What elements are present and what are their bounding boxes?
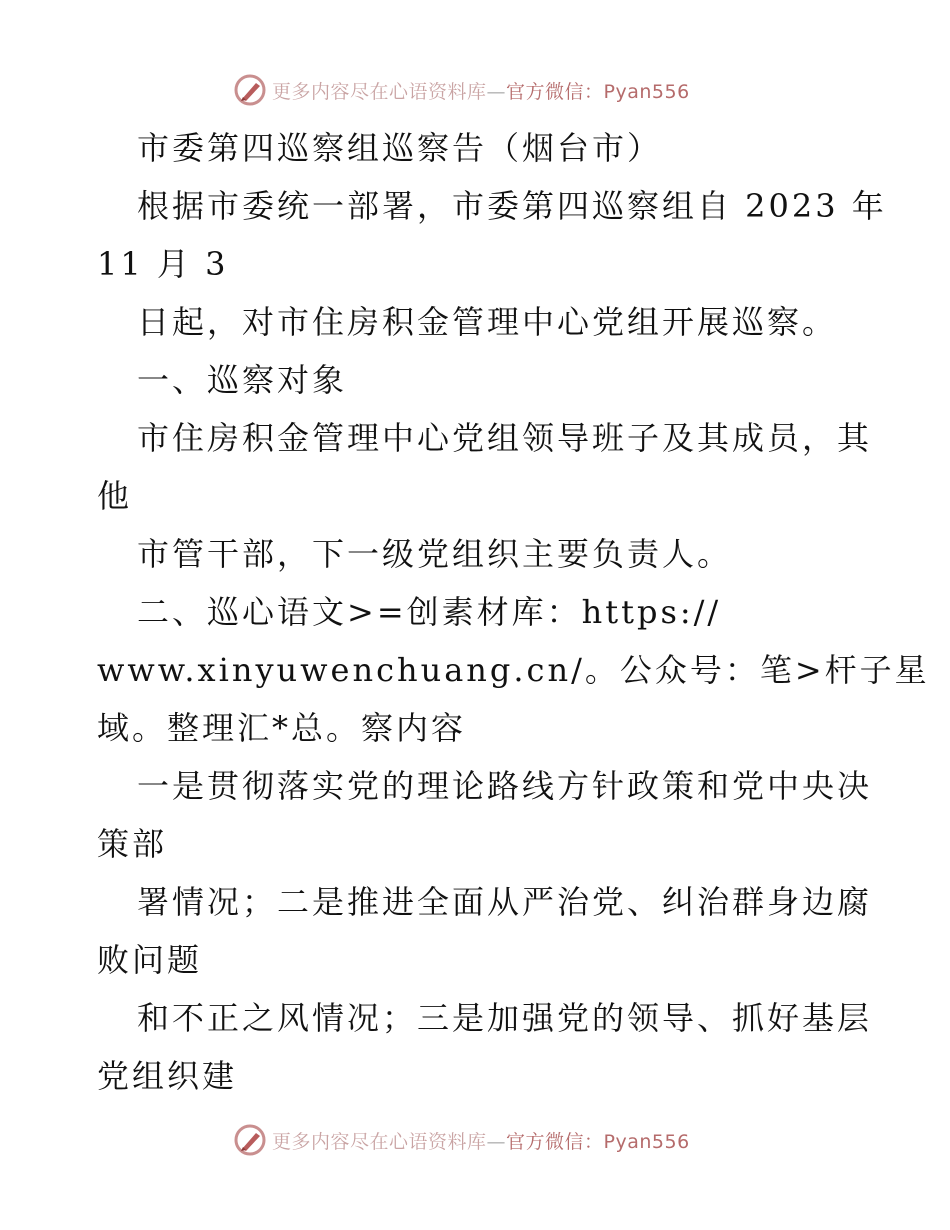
banner-text: 更多内容尽在心语资料库—官方微信：Pyan556: [272, 80, 690, 103]
paragraph-line: 署情况；二是推进全面从严治党、纠治群身边腐: [137, 883, 873, 921]
paragraph-line: 党组织建: [97, 1057, 238, 1095]
paragraph-line: 日起，对市住房积金管理中心党组开展巡察。: [137, 303, 838, 341]
paragraph-line: 市管干部，下一级党组织主要负责人。: [137, 535, 733, 573]
section-heading: 一、巡察对象: [137, 361, 348, 399]
doc-title: 市委第四巡察组巡察告（烟台市）: [137, 129, 663, 167]
paragraph-line: 和不正之风情况；三是加强党的领导、抓好基层: [137, 999, 873, 1037]
paragraph-line: 11 月 3: [97, 245, 229, 283]
paragraph-line: 根据市委统一部署，市委第四巡察组自 2023 年: [137, 187, 887, 225]
paragraph-line: 策部: [97, 825, 168, 863]
paragraph-line: 一是贯彻落实党的理论路线方针政策和党中央决: [137, 767, 873, 805]
paragraph-line: 败问题: [97, 941, 203, 979]
paragraph-line: www.xinyuwenchuang.cn/。公众号：笔>杆子星: [97, 651, 930, 689]
banner-text: 更多内容尽在心语资料库—官方微信：Pyan556: [272, 1130, 690, 1153]
header-banner: [233, 70, 690, 110]
paragraph-line: 市住房积金管理中心党组领导班子及其成员，其: [137, 419, 873, 457]
paragraph-line: 域。整理汇*总。察内容: [97, 709, 467, 747]
paragraph-line: 他: [97, 477, 133, 515]
footer-banner: [233, 1120, 690, 1160]
pen-logo-icon: [233, 73, 267, 107]
pen-logo-icon: [233, 1123, 267, 1157]
section-heading: 二、巡心语文>=创素材库：https://: [137, 593, 722, 631]
